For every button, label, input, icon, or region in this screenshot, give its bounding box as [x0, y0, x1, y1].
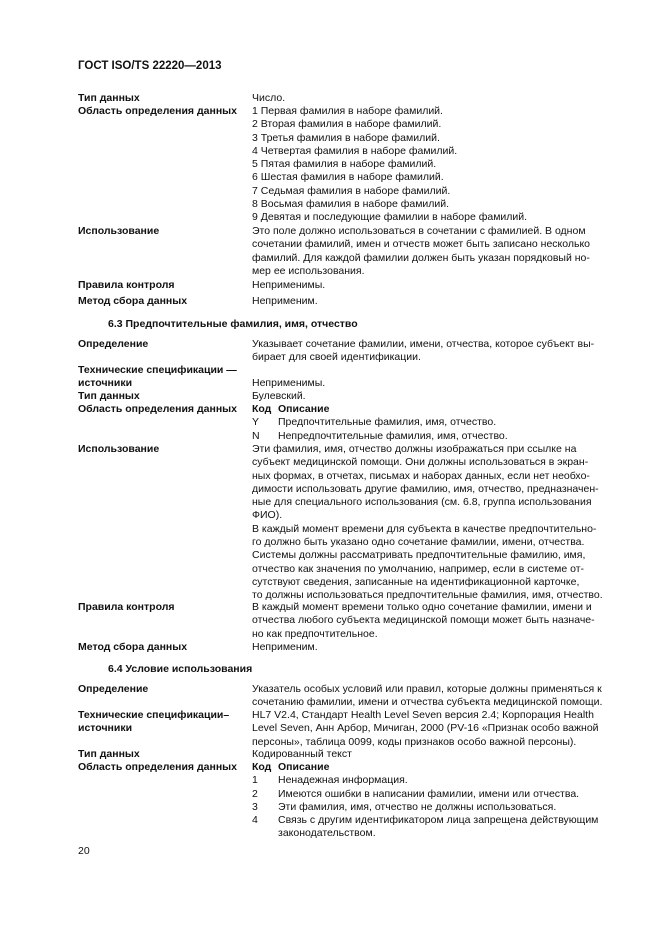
data-type-value: Кодированный текст: [252, 748, 352, 760]
techspec-label: [78, 709, 248, 736]
code-cell: 1: [252, 774, 258, 787]
method-value: Неприменим.: [252, 295, 318, 307]
data-type-value: Число.: [252, 92, 286, 104]
section-title-6-4: 6.4 Условие использования: [108, 663, 253, 675]
code-cell: 4: [252, 814, 258, 827]
desc-cell: законодательством.: [278, 827, 376, 840]
usage-text: [252, 443, 622, 603]
list-item: 7 Седьмая фамилия в наборе фамилий.: [252, 184, 451, 197]
text-line: В каждый момент времени для субъекта в качестве предпочтительно-: [252, 522, 597, 535]
data-type-label: Тип данных: [78, 748, 140, 760]
section-title-6-3: 6.3 Предпочтительные фамилия, имя, отчество: [108, 318, 358, 330]
table-row: [252, 788, 622, 801]
table-row: [252, 801, 622, 814]
rules-label: Правила контроля: [78, 601, 175, 613]
domain-label: Область определения данных: [78, 105, 237, 117]
text-line: отчество как значения по умолчанию, например, если в системе от-: [252, 562, 585, 575]
text-line: бирает для своей идентификации.: [252, 351, 421, 364]
data-type-value: Булевский.: [252, 390, 306, 402]
usage-label: Использование: [78, 225, 160, 237]
data-type-label: Тип данных: [78, 92, 140, 104]
text-line: сутствуют сведения, записанные на идентификационной карточке,: [252, 575, 580, 588]
table-row: [252, 416, 622, 429]
text-line: то должны использоваться предпочтительные фамилия, имя, отчество.: [252, 589, 603, 602]
table-row: [252, 430, 622, 443]
code-header: Код: [252, 761, 272, 773]
techspec-value: Неприменимы.: [252, 377, 326, 389]
definition-label: Определение: [78, 338, 149, 350]
text-line: HL7 V2.4, Стандарт Health Level Seven версия 2.4; Корпорация Health: [252, 709, 594, 721]
page-number: 20: [78, 845, 90, 857]
domain-list: [252, 105, 622, 225]
text-line: мер ее использования.: [252, 264, 365, 277]
code-cell: 3: [252, 800, 258, 813]
rules-text: [252, 601, 622, 641]
text-line: Это поле должно использоваться в сочетании с фамилией. В одном: [252, 225, 586, 237]
rules-value: Неприменимы.: [252, 279, 326, 291]
desc-cell: Эти фамилия, имя, отчество не должны использоваться.: [278, 800, 557, 813]
list-item: 3 Третья фамилия в наборе фамилий.: [252, 131, 440, 144]
code-table-header: [252, 403, 622, 416]
text-line: ные для специального использования (см. 6.8, группа использования: [252, 496, 592, 509]
code-cell: Y: [252, 416, 260, 429]
text-line: Level Seven, Анн Арбор, Мичиган, 2000 (PV-16 «Признак особо важной: [252, 722, 599, 735]
domain-label: Область определения данных: [78, 761, 237, 773]
usage-label: Использование: [78, 443, 160, 455]
desc-cell: Ненадежная информация.: [278, 774, 408, 787]
list-item: 9 Девятая и последующие фамилии в наборе фамилий.: [252, 211, 528, 224]
techspec-label: [78, 364, 248, 391]
text-line: Указатель особых условий или правил, которые должны применяться к: [252, 683, 602, 695]
list-item: 2 Вторая фамилия в наборе фамилий.: [252, 118, 442, 131]
text-line: сочетанию фамилии, имени и отчества субъекта медицинской помощи.: [252, 696, 603, 709]
techspec-text: [252, 709, 622, 749]
text-line: но как предпочтительное.: [252, 627, 378, 640]
definition-text: [252, 683, 622, 710]
code-table-header: [252, 761, 622, 774]
text-line: го должно быть указано одно сочетание фамилии, имени, отчества.: [252, 536, 585, 549]
text-line: фамилий. Для каждой фамилии должен быть указан порядковый но-: [252, 251, 590, 264]
table-row: [252, 774, 622, 787]
desc-cell: Связь с другим идентификатором лица запрещена действующим: [278, 814, 599, 827]
text-line: ных формах, в отчетах, письмах и наборах данных, если нет необхо-: [252, 469, 590, 482]
desc-cell: Предпочтительные фамилия, имя, отчество.: [278, 416, 497, 429]
text-line: В каждый момент времени только одно сочетание фамилии, имени и: [252, 601, 592, 613]
code-header: Код: [252, 403, 272, 415]
data-type-label: Тип данных: [78, 390, 140, 402]
desc-cell: Непредпочтительные фамилия, имя, отчество.: [278, 429, 508, 442]
text-line: отчества любого субъекта медицинской помощи может быть назначе-: [252, 614, 595, 627]
text-line: Технические спецификации —: [78, 364, 237, 376]
text-line: димости использовать другие фамилию, имя, отчество, предназначен-: [252, 482, 599, 495]
code-cell: 2: [252, 787, 258, 800]
text-line: Эти фамилия, имя, отчество должны изображаться при ссылке на: [252, 443, 577, 455]
definition-text: [252, 338, 622, 365]
list-item: 5 Пятая фамилия в наборе фамилий.: [252, 158, 437, 171]
text-line: Технические спецификации–: [78, 709, 230, 721]
table-row: [252, 814, 622, 827]
table-row-continuation: [252, 827, 622, 840]
list-item: 4 Четвертая фамилия в наборе фамилий.: [252, 144, 458, 157]
desc-cell: Имеются ошибки в написании фамилии, имени или отчества.: [278, 787, 580, 800]
list-item: 1 Первая фамилия в наборе фамилий.: [252, 105, 443, 117]
desc-header: Описание: [278, 761, 330, 773]
text-line: Указывает сочетание фамилии, имени, отчества, которое субъект вы-: [252, 338, 595, 350]
method-label: Метод сбора данных: [78, 295, 188, 307]
text-line: ФИО).: [252, 509, 283, 522]
list-item: 6 Шестая фамилия в наборе фамилий.: [252, 171, 444, 184]
text-line: источники: [78, 722, 133, 735]
desc-header: Описание: [278, 403, 330, 415]
text-line: персоны», таблица 0099, коды признаков особо важной персоны).: [252, 735, 577, 748]
rules-label: Правила контроля: [78, 279, 175, 291]
domain-label: Область определения данных: [78, 403, 237, 415]
usage-text: [252, 225, 622, 278]
text-line: Системы должны рассматривать предпочтительные фамилию, имя,: [252, 549, 586, 562]
method-label: Метод сбора данных: [78, 641, 188, 653]
text-line: источники: [78, 377, 133, 390]
code-cell: N: [252, 429, 260, 442]
document-header: ГОСТ ISO/TS 22220—2013: [78, 60, 222, 72]
list-item: 8 Восьмая фамилия в наборе фамилий.: [252, 198, 450, 211]
method-value: Неприменим.: [252, 641, 318, 653]
code-table: [252, 403, 622, 443]
text-line: сочетании фамилий, имен и отчеств может быть записано несколько: [252, 238, 591, 251]
code-table: [252, 761, 622, 841]
definition-label: Определение: [78, 683, 149, 695]
text-line: субъект медицинской помощи. Они должны использоваться в экран-: [252, 456, 589, 469]
